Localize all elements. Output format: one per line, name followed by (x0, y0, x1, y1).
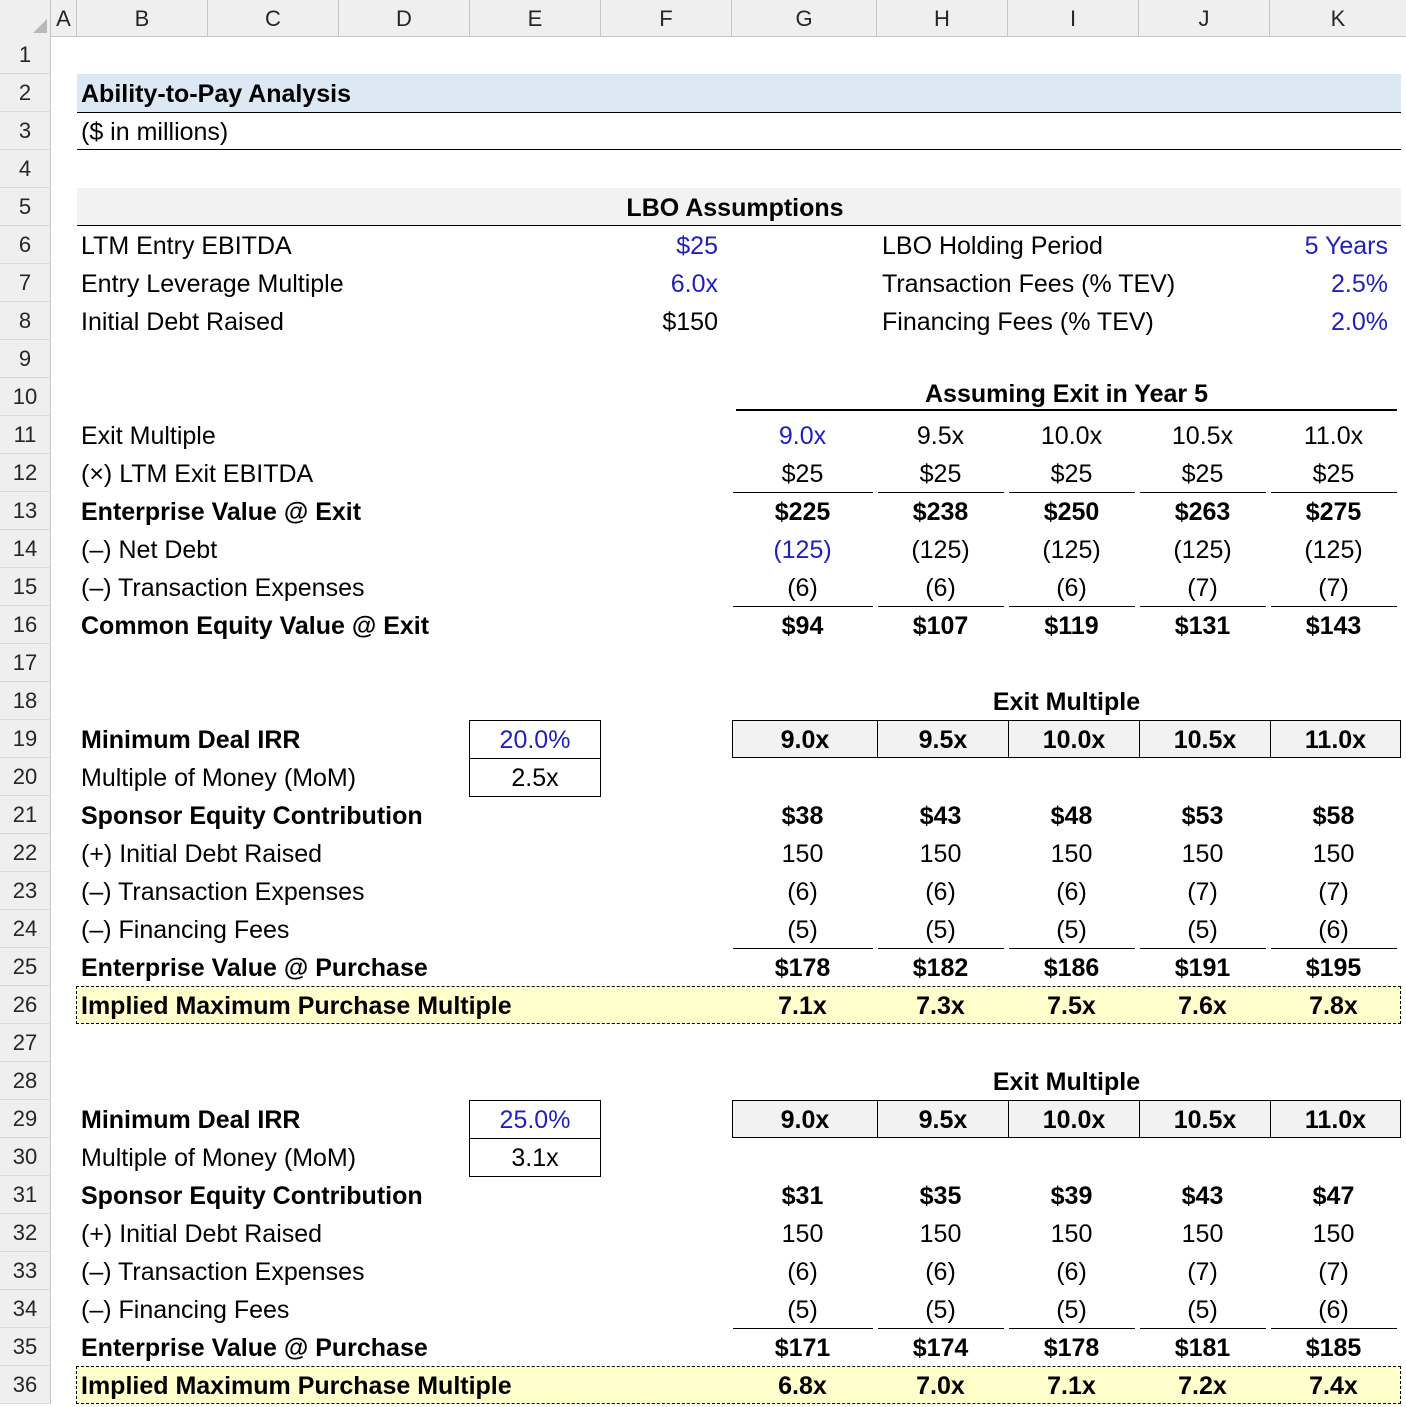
sheet-subtitle: ($ in millions) (81, 118, 229, 146)
subtotal-rule (1009, 492, 1135, 493)
scenario-cell[interactable]: $53 (1181, 802, 1224, 830)
scenario-cell[interactable]: (5) (925, 916, 956, 944)
exit-cell[interactable]: $94 (781, 612, 824, 640)
column-header-bar (0, 0, 1406, 37)
exit-cell[interactable]: 9.0x (778, 422, 827, 450)
exit-row-label: (–) Transaction Expenses (81, 574, 365, 602)
row-header-20[interactable]: 20 (0, 758, 51, 796)
scenario-row-label: (–) Financing Fees (81, 1296, 290, 1324)
exit-multiple-header: Exit Multiple (992, 1068, 1141, 1096)
scenario-cell[interactable]: $39 (1050, 1182, 1093, 1210)
column-header-a[interactable]: A (51, 0, 77, 36)
scenario-cell[interactable]: 150 (1050, 840, 1093, 868)
exit-cell[interactable]: 9.5x (916, 422, 965, 450)
scenario-cell[interactable]: 150 (1050, 1220, 1093, 1248)
row-header-2[interactable]: 2 (0, 74, 51, 112)
scenario-row-label: (+) Initial Debt Raised (81, 840, 323, 868)
scenario-cell[interactable]: (5) (1187, 916, 1218, 944)
scenario-cell[interactable]: $182 (912, 954, 969, 982)
scenario-cell[interactable]: (5) (1056, 916, 1087, 944)
exit-multiple-col-header[interactable]: 9.5x (877, 1100, 1009, 1138)
financing-fees-label: Financing Fees (% TEV) (882, 308, 1154, 336)
row-header-1[interactable]: 1 (0, 36, 51, 74)
mom-value[interactable]: 3.1x (511, 1144, 559, 1172)
sheet-title: Ability-to-Pay Analysis (81, 80, 351, 108)
row-header-36[interactable]: 36 (0, 1366, 51, 1404)
scenario-cell[interactable]: (6) (1318, 1296, 1349, 1324)
mom-label: Multiple of Money (MoM) (81, 764, 357, 792)
min-irr-label: Minimum Deal IRR (81, 726, 301, 754)
exit-cell[interactable]: $107 (912, 612, 969, 640)
scenario-cell[interactable]: 150 (781, 840, 824, 868)
mom-value[interactable]: 2.5x (511, 764, 559, 792)
scenario-cell[interactable]: $174 (912, 1334, 969, 1362)
row-header-15[interactable]: 15 (0, 568, 51, 606)
exit-row-label: (–) Net Debt (81, 536, 218, 564)
exit-multiple-col-header[interactable]: 9.0x (732, 720, 878, 758)
scenario-cell[interactable]: 7.6x (1178, 992, 1227, 1020)
exit-cell[interactable]: $143 (1305, 612, 1362, 640)
column-header-j[interactable]: J (1139, 0, 1270, 36)
exit-cell[interactable]: 10.5x (1171, 422, 1234, 450)
exit-cell[interactable]: $25 (919, 460, 962, 488)
mom-label: Multiple of Money (MoM) (81, 1144, 357, 1172)
subtotal-rule (1009, 1328, 1135, 1329)
subtotal-rule (1271, 606, 1397, 607)
exit-table-header: Assuming Exit in Year 5 (925, 380, 1208, 408)
column-header-f[interactable]: F (601, 0, 732, 36)
exit-cell[interactable]: (6) (787, 574, 818, 602)
scenario-cell[interactable]: 7.2x (1178, 1372, 1227, 1400)
scenario-row-label: Enterprise Value @ Purchase (81, 954, 428, 982)
scenario-cell[interactable]: (6) (925, 878, 956, 906)
scenario-cell[interactable]: 7.5x (1047, 992, 1096, 1020)
row-header-33[interactable]: 33 (0, 1252, 51, 1290)
scenario-cell[interactable]: (7) (1318, 1258, 1349, 1286)
row-header-16[interactable]: 16 (0, 606, 51, 644)
exit-cell[interactable]: $25 (1312, 460, 1355, 488)
subtotal-rule (733, 492, 873, 493)
scenario-cell[interactable]: $48 (1050, 802, 1093, 830)
scenario-cell[interactable]: $31 (781, 1182, 824, 1210)
row-header-26[interactable]: 26 (0, 986, 51, 1024)
row-header-34[interactable]: 34 (0, 1290, 51, 1328)
column-header-c[interactable]: C (208, 0, 339, 36)
exit-cell[interactable]: (125) (773, 536, 832, 564)
row-header-6[interactable]: 6 (0, 226, 51, 264)
transaction-fees-input[interactable]: 2.5% (1331, 270, 1388, 298)
exit-cell[interactable]: (6) (925, 574, 956, 602)
scenario-cell[interactable]: 7.8x (1309, 992, 1358, 1020)
scenario-cell[interactable]: (6) (787, 1258, 818, 1286)
scenario-cell[interactable]: $47 (1312, 1182, 1355, 1210)
scenario-row-label: Sponsor Equity Contribution (81, 1182, 423, 1210)
row-header-28[interactable]: 28 (0, 1062, 51, 1100)
exit-cell[interactable]: $131 (1174, 612, 1231, 640)
scenario-cell[interactable]: $195 (1305, 954, 1362, 982)
exit-cell[interactable]: $225 (774, 498, 831, 526)
scenario-cell[interactable]: 6.8x (778, 1372, 827, 1400)
exit-cell[interactable]: $25 (1181, 460, 1224, 488)
scenario-cell[interactable]: 150 (1312, 840, 1355, 868)
scenario-cell[interactable]: (5) (1056, 1296, 1087, 1324)
subtitle-underline (77, 149, 1401, 150)
row-header-5[interactable]: 5 (0, 188, 51, 226)
exit-multiple-col-header[interactable]: 10.0x (1008, 720, 1140, 758)
subtotal-rule (1271, 1328, 1397, 1329)
scenario-cell[interactable]: (6) (1056, 878, 1087, 906)
row-header-13[interactable]: 13 (0, 492, 51, 530)
scenario-cell[interactable]: (7) (1187, 878, 1218, 906)
scenario-cell[interactable]: (6) (787, 878, 818, 906)
scenario-cell[interactable]: (7) (1318, 878, 1349, 906)
row-header-11[interactable]: 11 (0, 416, 51, 454)
holding-period-input[interactable]: 5 Years (1304, 232, 1388, 260)
assumptions-header: LBO Assumptions (626, 194, 844, 222)
row-header-19[interactable]: 19 (0, 720, 51, 758)
exit-cell[interactable]: $263 (1174, 498, 1231, 526)
subtotal-rule (733, 948, 873, 949)
exit-row-label: (×) LTM Exit EBITDA (81, 460, 314, 488)
scenario-cell[interactable]: $181 (1174, 1334, 1231, 1362)
subtotal-rule (1009, 948, 1135, 949)
scenario-cell[interactable]: 7.0x (916, 1372, 965, 1400)
scenario-cell[interactable]: (7) (1187, 1258, 1218, 1286)
initial-debt-value[interactable]: $150 (662, 308, 718, 336)
exit-multiple-col-header[interactable]: 10.5x (1139, 720, 1271, 758)
scenario-row-label: (–) Transaction Expenses (81, 1258, 365, 1286)
exit-multiple-col-header[interactable]: 9.5x (877, 720, 1009, 758)
scenario-cell[interactable]: (5) (787, 916, 818, 944)
exit-multiple-col-header[interactable]: 10.0x (1008, 1100, 1140, 1138)
subtotal-rule (1271, 948, 1397, 949)
exit-cell[interactable]: (7) (1318, 574, 1349, 602)
row-header-14[interactable]: 14 (0, 530, 51, 568)
scenario-row-label: Enterprise Value @ Purchase (81, 1334, 428, 1362)
exit-row-label: Enterprise Value @ Exit (81, 498, 362, 526)
exit-row-label: Common Equity Value @ Exit (81, 612, 430, 640)
scenario-cell[interactable]: $185 (1305, 1334, 1362, 1362)
min-irr-input[interactable]: 20.0% (499, 726, 571, 754)
exit-multiple-col-header[interactable]: 10.5x (1139, 1100, 1271, 1138)
exit-cell[interactable]: $275 (1305, 498, 1362, 526)
entry-ebitda-label: LTM Entry EBITDA (81, 232, 292, 260)
exit-multiple-col-header[interactable]: 11.0x (1270, 1100, 1401, 1138)
subtotal-rule (878, 492, 1004, 493)
subtotal-rule (878, 1328, 1004, 1329)
holding-period-label: LBO Holding Period (882, 232, 1103, 260)
scenario-row-label: (+) Initial Debt Raised (81, 1220, 323, 1248)
scenario-cell[interactable]: 150 (1312, 1220, 1355, 1248)
scenario-cell[interactable]: 150 (919, 1220, 962, 1248)
column-header-k[interactable]: K (1330, 6, 1346, 31)
min-irr-label: Minimum Deal IRR (81, 1106, 301, 1134)
row-header-31[interactable]: 31 (0, 1176, 51, 1214)
row-header-23[interactable]: 23 (0, 872, 51, 910)
exit-cell[interactable]: $250 (1043, 498, 1100, 526)
entry-leverage-input[interactable]: 6.0x (670, 270, 718, 298)
scenario-cell[interactable]: $38 (781, 802, 824, 830)
exit-cell[interactable]: (6) (1056, 574, 1087, 602)
exit-cell[interactable]: (7) (1187, 574, 1218, 602)
column-header-h[interactable]: H (877, 0, 1008, 36)
scenario-cell[interactable]: 150 (919, 840, 962, 868)
scenario-cell[interactable]: (5) (787, 1296, 818, 1324)
subtotal-rule (1009, 606, 1135, 607)
exit-cell[interactable]: $25 (1050, 460, 1093, 488)
row-header-25[interactable]: 25 (0, 948, 51, 986)
subtotal-rule (1140, 606, 1266, 607)
row-header-21[interactable]: 21 (0, 796, 51, 834)
select-all-corner[interactable] (0, 0, 51, 36)
subtotal-rule (1140, 1328, 1266, 1329)
exit-cell[interactable]: $238 (912, 498, 969, 526)
scenario-cell[interactable]: $178 (1043, 1334, 1100, 1362)
scenario-cell[interactable]: 150 (1181, 840, 1224, 868)
scenario-row-label: Sponsor Equity Contribution (81, 802, 423, 830)
subtotal-rule (733, 606, 873, 607)
scenario-cell[interactable]: $186 (1043, 954, 1100, 982)
row-header-27[interactable]: 27 (0, 1024, 51, 1062)
scenario-cell[interactable]: (6) (1056, 1258, 1087, 1286)
exit-header-underline (736, 409, 1397, 411)
scenario-cell[interactable]: $43 (919, 802, 962, 830)
min-irr-input[interactable]: 25.0% (499, 1106, 571, 1134)
exit-cell[interactable]: 10.0x (1040, 422, 1103, 450)
entry-ebitda-input[interactable]: $25 (676, 232, 718, 260)
transaction-fees-label: Transaction Fees (% TEV) (882, 270, 1176, 298)
scenario-cell[interactable]: (5) (925, 1296, 956, 1324)
scenario-cell[interactable]: $35 (919, 1182, 962, 1210)
exit-cell[interactable]: (125) (1173, 536, 1232, 564)
row-header-24[interactable]: 24 (0, 910, 51, 948)
scenario-row-label: Implied Maximum Purchase Multiple (81, 992, 512, 1020)
row-header-17[interactable]: 17 (0, 644, 51, 682)
exit-multiple-header: Exit Multiple (992, 688, 1141, 716)
row-header-32[interactable]: 32 (0, 1214, 51, 1252)
row-header-22[interactable]: 22 (0, 834, 51, 872)
scenario-cell[interactable]: 150 (1181, 1220, 1224, 1248)
initial-debt-label: Initial Debt Raised (81, 308, 284, 336)
exit-multiple-col-header[interactable]: 9.0x (732, 1100, 878, 1138)
scenario-cell[interactable]: 7.1x (1047, 1372, 1096, 1400)
subtotal-rule (1271, 492, 1397, 493)
scenario-cell[interactable]: $171 (774, 1334, 831, 1362)
row-header-30[interactable]: 30 (0, 1138, 51, 1176)
column-header-b[interactable]: B (77, 0, 208, 36)
scenario-row-label: Implied Maximum Purchase Multiple (81, 1372, 512, 1400)
column-header-d[interactable]: D (339, 0, 470, 36)
row-header-12[interactable]: 12 (0, 454, 51, 492)
scenario-cell[interactable]: (6) (925, 1258, 956, 1286)
subtotal-rule (878, 606, 1004, 607)
exit-cell[interactable]: (125) (1304, 536, 1363, 564)
exit-cell[interactable]: 11.0x (1303, 422, 1364, 450)
exit-cell[interactable]: $25 (781, 460, 824, 488)
scenario-cell[interactable]: 7.4x (1309, 1372, 1358, 1400)
column-header-e[interactable]: E (470, 0, 601, 36)
scenario-cell[interactable]: (5) (1187, 1296, 1218, 1324)
scenario-cell[interactable]: 7.1x (778, 992, 827, 1020)
entry-leverage-label: Entry Leverage Multiple (81, 270, 344, 298)
column-header-i[interactable]: I (1008, 0, 1139, 36)
financing-fees-input[interactable]: 2.0% (1331, 308, 1388, 336)
exit-cell[interactable]: $119 (1044, 612, 1099, 640)
row-header-4[interactable]: 4 (0, 150, 51, 188)
scenario-row-label: (–) Transaction Expenses (81, 878, 365, 906)
row-header-35[interactable]: 35 (0, 1328, 51, 1366)
exit-multiple-col-header[interactable]: 11.0x (1270, 720, 1401, 758)
exit-cell[interactable]: (125) (911, 536, 970, 564)
row-header-7[interactable]: 7 (0, 264, 51, 302)
subtotal-rule (733, 1328, 873, 1329)
row-header-29[interactable]: 29 (0, 1100, 51, 1138)
row-header-10[interactable]: 10 (0, 378, 51, 416)
row-header-3[interactable]: 3 (0, 112, 51, 150)
scenario-cell[interactable]: (6) (1318, 916, 1349, 944)
scenario-cell[interactable]: $43 (1181, 1182, 1224, 1210)
scenario-cell[interactable]: 7.3x (916, 992, 965, 1020)
exit-cell[interactable]: (125) (1042, 536, 1101, 564)
subtotal-rule (1140, 492, 1266, 493)
column-header-g[interactable]: G (732, 0, 877, 36)
scenario-cell[interactable]: 150 (781, 1220, 824, 1248)
row-header-8[interactable]: 8 (0, 302, 51, 340)
subtotal-rule (1140, 948, 1266, 949)
row-header-9[interactable]: 9 (0, 340, 51, 378)
scenario-cell[interactable]: $58 (1312, 802, 1355, 830)
subtotal-rule (878, 948, 1004, 949)
scenario-cell[interactable]: $191 (1174, 954, 1231, 982)
scenario-row-label: (–) Financing Fees (81, 916, 290, 944)
row-header-18[interactable]: 18 (0, 682, 51, 720)
scenario-cell[interactable]: $178 (774, 954, 831, 982)
exit-row-label: Exit Multiple (81, 422, 216, 450)
